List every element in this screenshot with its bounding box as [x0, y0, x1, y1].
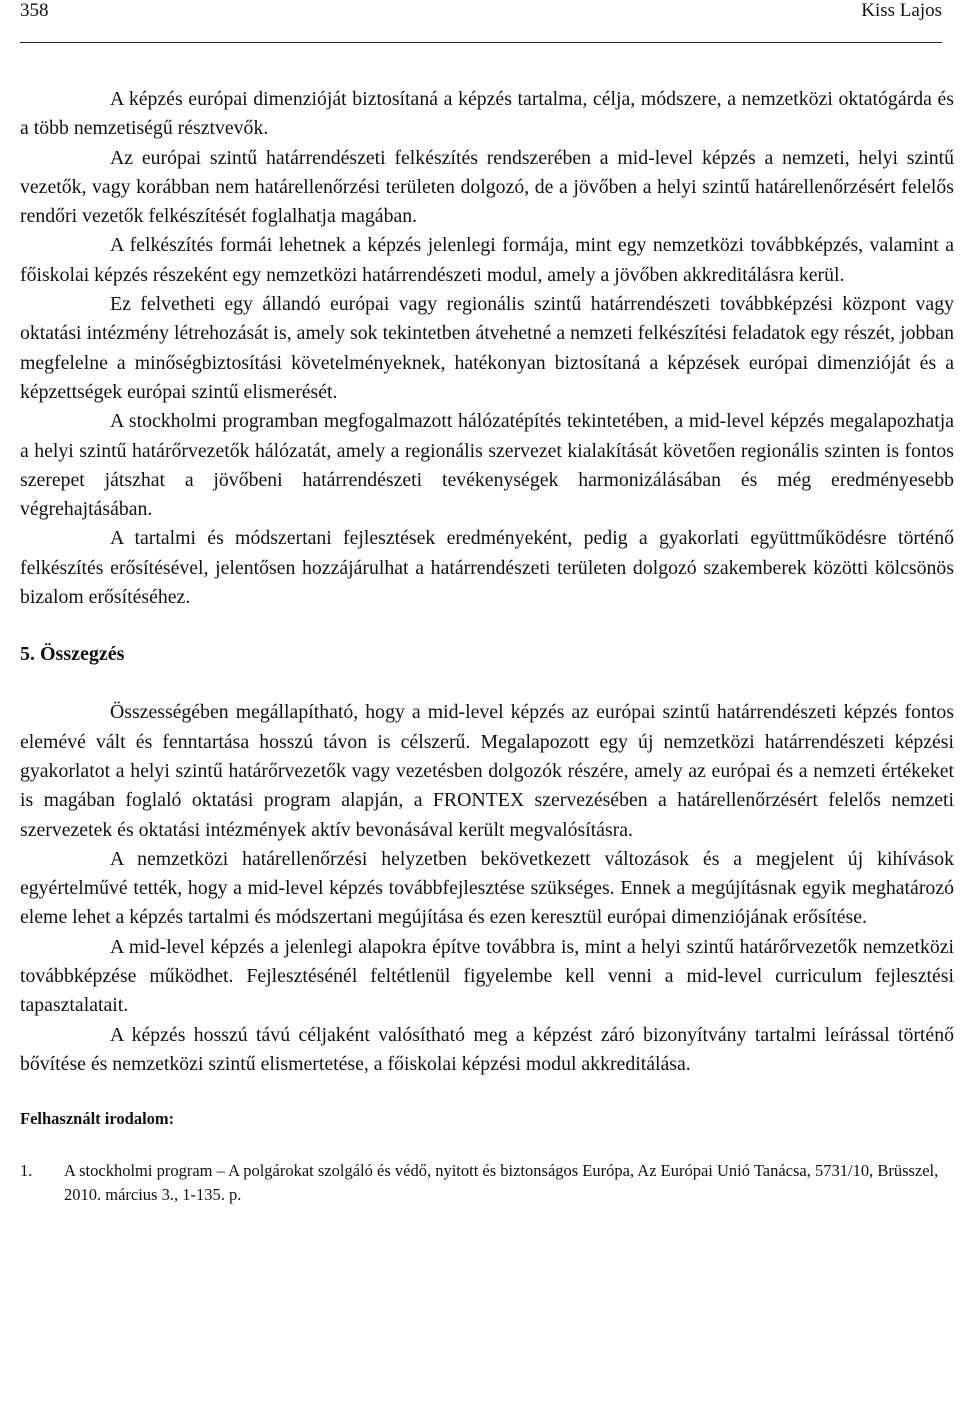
paragraph: Ez felvetheti egy állandó európai vagy regionális szintű határrendészeti továbbképzési központ vagy oktatási intézmény létrehozását is, amely sok tekintetben átvehetné a nemzeti felkészítési feladatok egy részét, jobban megfelelne a minőségbiztosítási követelményeknek, hatékonyan biztosítaná a képzések európai dimenzióját és a képzettségek európai szintű elismerését. [20, 293, 954, 403]
paragraph: A mid-level képzés a jelenlegi alapokra építve továbbra is, mint a helyi szintű határőrvezetők nemzetközi továbbképzése működhet. Fejlesztésénél feltétlenül figyelembe kell venni a mid-level curriculum fejlesztési tapasztalatait. [20, 935, 954, 1017]
paragraph: A képzés hosszú távú céljaként valósítható meg a képzést záró bizonyítvány tartalmi leírással történő bővítése és nemzetközi szintű elismertetése, a főiskolai képzési modul akkreditálása. [20, 1023, 954, 1075]
running-header [20, 0, 942, 43]
running-author: Kiss Lajos [861, 0, 942, 21]
section-heading: 5. Összegzés [20, 643, 125, 666]
references-heading: Felhasznált irodalom: [20, 1109, 175, 1129]
paragraph: A tartalmi és módszertani fejlesztések eredményeként, pedig a gyakorlati együttműködésre történő felkészítés erősítésével, jelentősen hozzájárulhat a határrendészeti területen dolgozó szakemberek közötti kölcsönös bizalom erősítéséhez. [20, 527, 954, 609]
paragraph: Az európai szintű határrendészeti felkészítés rendszerében a mid-level képzés a nemzeti, helyi szintű vezetők, vagy korábban nem határellenőrzési területen dolgozó, de a jövőben a helyi szintű határellenőrzésért felelős rendőri vezetők felkészítését foglalhatja magában. [20, 146, 954, 228]
reference-number: 1. [20, 1161, 33, 1181]
paragraph: A felkészítés formái lehetnek a képzés jelenlegi formája, mint egy nemzetközi továbbképzés, valamint a főiskolai képzés részeként egy nemzetközi határrendészeti modul, amely a jövőben akkreditálásra kerül. [20, 234, 954, 286]
page-number: 358 [20, 0, 49, 21]
paragraph: A stockholmi programban megfogalmazott hálózatépítés tekintetében, a mid-level képzés megalapozhatja a helyi szintű határőrvezetők hálózatát, amely a regionális szervezet kialakítását követően regionális szinten is fontos szerepet játszhat a jövőbeni határrendészeti tevékenységek harmonizálásában és még eredményesebb végrehajtásában. [20, 410, 954, 521]
paragraph: A nemzetközi határellenőrzési helyzetben bekövetkezett változások és a megjelent új kihívások egyértelművé tették, hogy a mid-level képzés továbbfejlesztése szükséges. Ennek a megújításnak egyik meghatározó eleme lehet a képzés tartalmi és módszertani megújítása és ezen keresztül európai dimenziójának erősítése. [20, 847, 954, 929]
paragraph: Összességében megállapítható, hogy a mid-level képzés az európai szintű határrendészeti képzés fontos elemévé vált és fenntartása hosszú távon is célszerű. Megalapozott egy új nemzetközi határrendészeti képzési gyakorlatot a helyi szintű határőrvezetők vagy vezetésben dolgozók részére, amely az európai és a nemzeti értékeket is magában foglaló oktatási program alapján, a FRONTEX szervezésében a határellenőrzésért felelős nemzeti szervezetek és oktatási intézmények aktív bevonásával került megvalósításra. [20, 701, 954, 841]
reference-list [20, 1159, 954, 1207]
paragraph: A képzés európai dimenzióját biztosítaná a képzés tartalma, célja, módszere, a nemzetközi oktatógárda és a több nemzetiségű résztvevők. [20, 88, 954, 140]
reference-text: A stockholmi program – A polgárokat szolgáló és védő, nyitott és biztonságos Európa, Az Európai Unió Tanácsa, 5731/10, Brüsszel, 2010. március 3., 1-135. p. [64, 1161, 939, 1205]
document-body [20, 85, 954, 1207]
reference-item [20, 1159, 954, 1207]
